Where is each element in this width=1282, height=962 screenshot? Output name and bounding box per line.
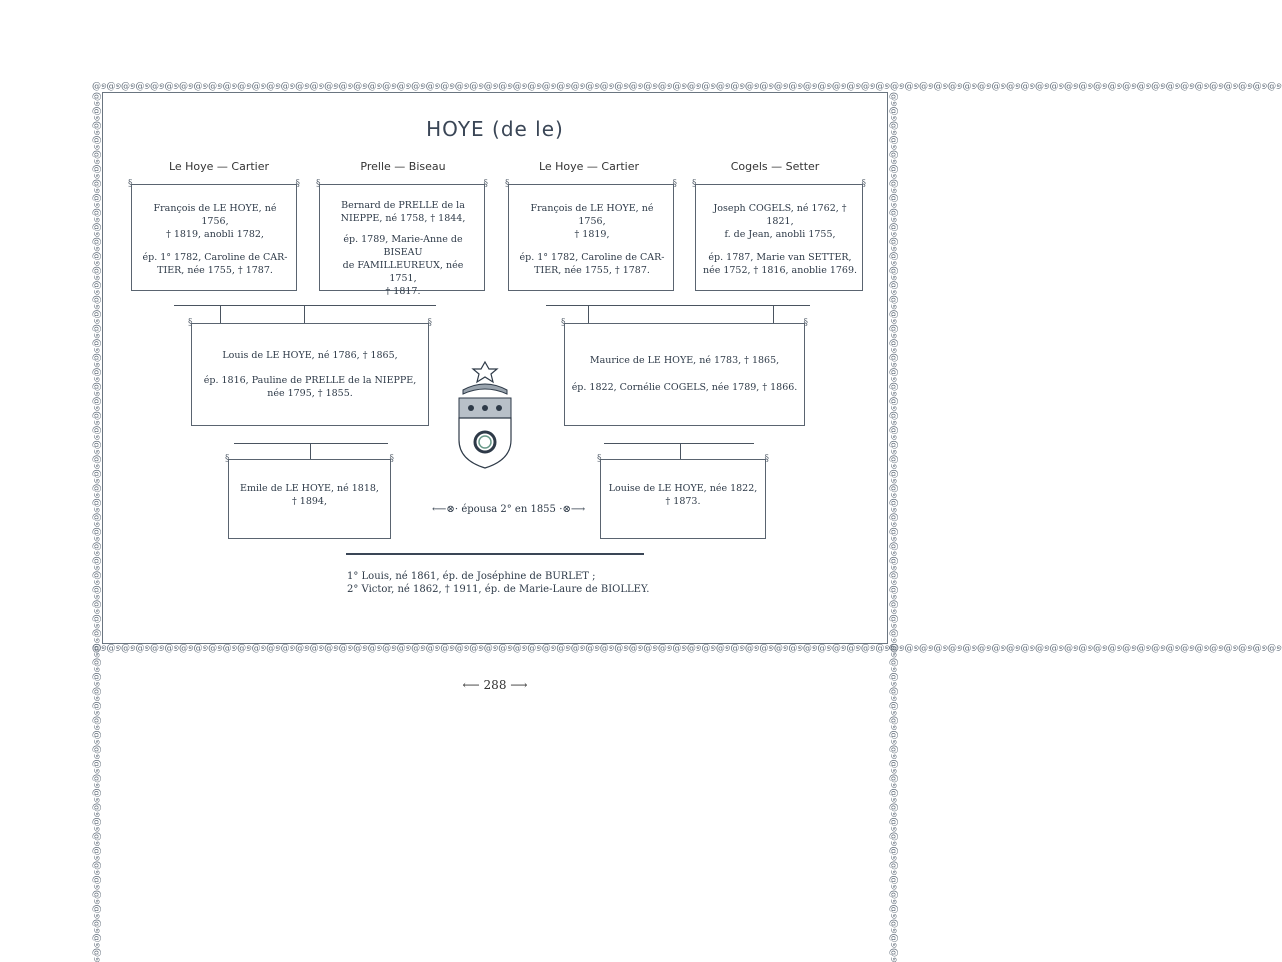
box-emile-de-le-hoye: [228, 459, 391, 539]
marriage-text: épousa 2° en 1855: [461, 504, 556, 515]
header-cogels-setter: Cogels — Setter: [730, 160, 820, 173]
box-francois-le-hoye-2: [508, 184, 674, 291]
right-ornament-border: @୭@୭@୭@୭@୭@୭@୭@୭@୭@୭@୭@୭@୭@୭@୭@୭@୭@୭@୭@୭@୭@୭@୭@୭@୭@୭@୭@୭@୭@୭@୭@୭@୭@୭@୭@୭@୭@୭@୭@୭@୭@୭@୭@୭@୭@୭@୭@୭@୭@୭@୭@୭@୭@୭@୭@୭@୭@୭@୭@୭: [888, 92, 898, 962]
header-lehoye-cartier-2: Le Hoye — Cartier: [538, 160, 640, 173]
header-prelle-biseau: Prelle — Biseau: [360, 160, 446, 173]
box-francois-le-hoye-1: [131, 184, 297, 291]
ornament-icon: ⟵: [462, 678, 480, 692]
page-number: [0, 678, 990, 692]
page-number-text: 288: [483, 678, 507, 692]
ornament-icon: ⟶: [510, 678, 528, 692]
line: § François de LE HOYE, né 1756,: [530, 203, 654, 227]
bottom-rule: [346, 553, 644, 555]
connector-child-left: [234, 443, 388, 444]
ornament-left-icon: ⟵⊗⋅: [432, 504, 459, 515]
connector-left-stem: [304, 305, 305, 323]
box-maurice-de-le-hoye: [564, 323, 805, 426]
marriage-note: [432, 504, 585, 515]
line: † 1873.: [665, 496, 701, 507]
line: § Louis de LE HOYE, né 1786, † 1865,: [222, 350, 398, 361]
line: ép. 1816, Pauline de PRELLE de la NIEPPE,: [203, 375, 417, 386]
line: § Bernard de PRELLE de la: [341, 200, 465, 211]
left-ornament-border: @୭@୭@୭@୭@୭@୭@୭@୭@୭@୭@୭@୭@୭@୭@୭@୭@୭@୭@୭@୭@୭@୭@୭@୭@୭@୭@୭@୭@୭@୭@୭@୭@୭@୭@୭@୭@୭@୭@୭@୭@୭@୭@୭@୭@୭@୭@୭@୭@୭@୭@୭@୭@୭@୭@୭@୭@୭@୭@୭@୭: [91, 92, 101, 962]
line: ép. 1787, Marie van SETTER,: [708, 252, 852, 263]
line: NIEPPE, né 1758, † 1844,: [340, 213, 466, 224]
line: née 1752, † 1816, anoblie 1769.: [702, 265, 858, 276]
grandchildren-list: [347, 570, 649, 596]
connector-right-stem-1: [588, 305, 589, 323]
line: ép. 1° 1782, Caroline de CAR-: [519, 252, 665, 263]
line: TIER, née 1755, † 1787.: [157, 265, 273, 276]
coat-of-arms-icon: [455, 360, 515, 470]
line: § François de LE HOYE, né 1756,: [153, 203, 277, 227]
box-bernard-de-prelle: [319, 184, 485, 297]
box-louis-de-le-hoye: [191, 323, 429, 426]
line: § Joseph COGELS, né 1762, † 1821,: [713, 203, 847, 227]
line: † 1819,: [574, 229, 610, 240]
line: de FAMILLEUREUX, née 1751,: [342, 260, 464, 284]
line: ép. 1° 1782, Caroline de CAR-: [142, 252, 288, 263]
line: née 1795, † 1855.: [267, 388, 353, 399]
connector-child-right-stem: [680, 443, 681, 459]
connector-left-stem-2: [220, 305, 221, 323]
grandchild-1: 1° Louis, né 1861, ép. de Joséphine de BURLET ;: [347, 571, 596, 582]
connector-right-top: [546, 305, 810, 306]
header-lehoye-cartier-1: Le Hoye — Cartier: [168, 160, 270, 173]
top-ornament-border: @୭@୭@୭@୭@୭@୭@୭@୭@୭@୭@୭@୭@୭@୭@୭@୭@୭@୭@୭@୭@୭@୭@୭@୭@୭@୭@୭@୭@୭@୭@୭@୭@୭@୭@୭@୭@୭@୭@୭@୭@୭@୭@୭@୭@୭@୭@୭@୭@୭@୭@୭@୭@୭@୭@୭@୭@୭@୭@୭@୭@୭@୭@୭@୭@୭@୭@୭@୭@୭@୭@୭@୭@୭@୭@୭@୭@୭@୭@୭@୭@୭@୭: [92, 82, 1282, 92]
box-louise-de-le-hoye: [600, 459, 766, 539]
line: † 1817.: [385, 286, 421, 297]
line: f. de Jean, anobli 1755,: [724, 229, 836, 240]
line: † 1819, anobli 1782,: [166, 229, 264, 240]
line: § Maurice de LE HOYE, né 1783, † 1865,: [589, 355, 780, 366]
connector-left-top: [174, 305, 436, 306]
box-joseph-cogels: [695, 184, 863, 291]
line: TIER, née 1755, † 1787.: [534, 265, 650, 276]
connector-right-stem-2: [773, 305, 774, 323]
line: ép. 1789, Marie-Anne de BISEAU: [343, 234, 463, 258]
line: § Louise de LE HOYE, née 1822,: [608, 483, 758, 494]
page-title: HOYE (de le): [426, 117, 564, 141]
grandchild-2: 2° Victor, né 1862, † 1911, ép. de Marie-Laure de BIOLLEY.: [347, 584, 650, 595]
ornament-right-icon: ⋅⊗⟶: [559, 504, 586, 515]
connector-child-left-stem: [310, 443, 311, 459]
bottom-ornament-border: @୭@୭@୭@୭@୭@୭@୭@୭@୭@୭@୭@୭@୭@୭@୭@୭@୭@୭@୭@୭@୭@୭@୭@୭@୭@୭@୭@୭@୭@୭@୭@୭@୭@୭@୭@୭@୭@୭@୭@୭@୭@୭@୭@୭@୭@୭@୭@୭@୭@୭@୭@୭@୭@୭@୭@୭@୭@୭@୭@୭@୭@୭@୭@୭@୭@୭@୭@୭@୭@୭@୭@୭@୭@୭@୭@୭@୭@୭@୭@୭@୭@୭: [92, 644, 1282, 654]
connector-child-right: [604, 443, 754, 444]
line: ép. 1822, Cornélie COGELS, née 1789, † 1866.: [571, 382, 798, 393]
line: † 1894,: [292, 496, 327, 507]
line: § Emile de LE HOYE, né 1818,: [240, 483, 379, 494]
